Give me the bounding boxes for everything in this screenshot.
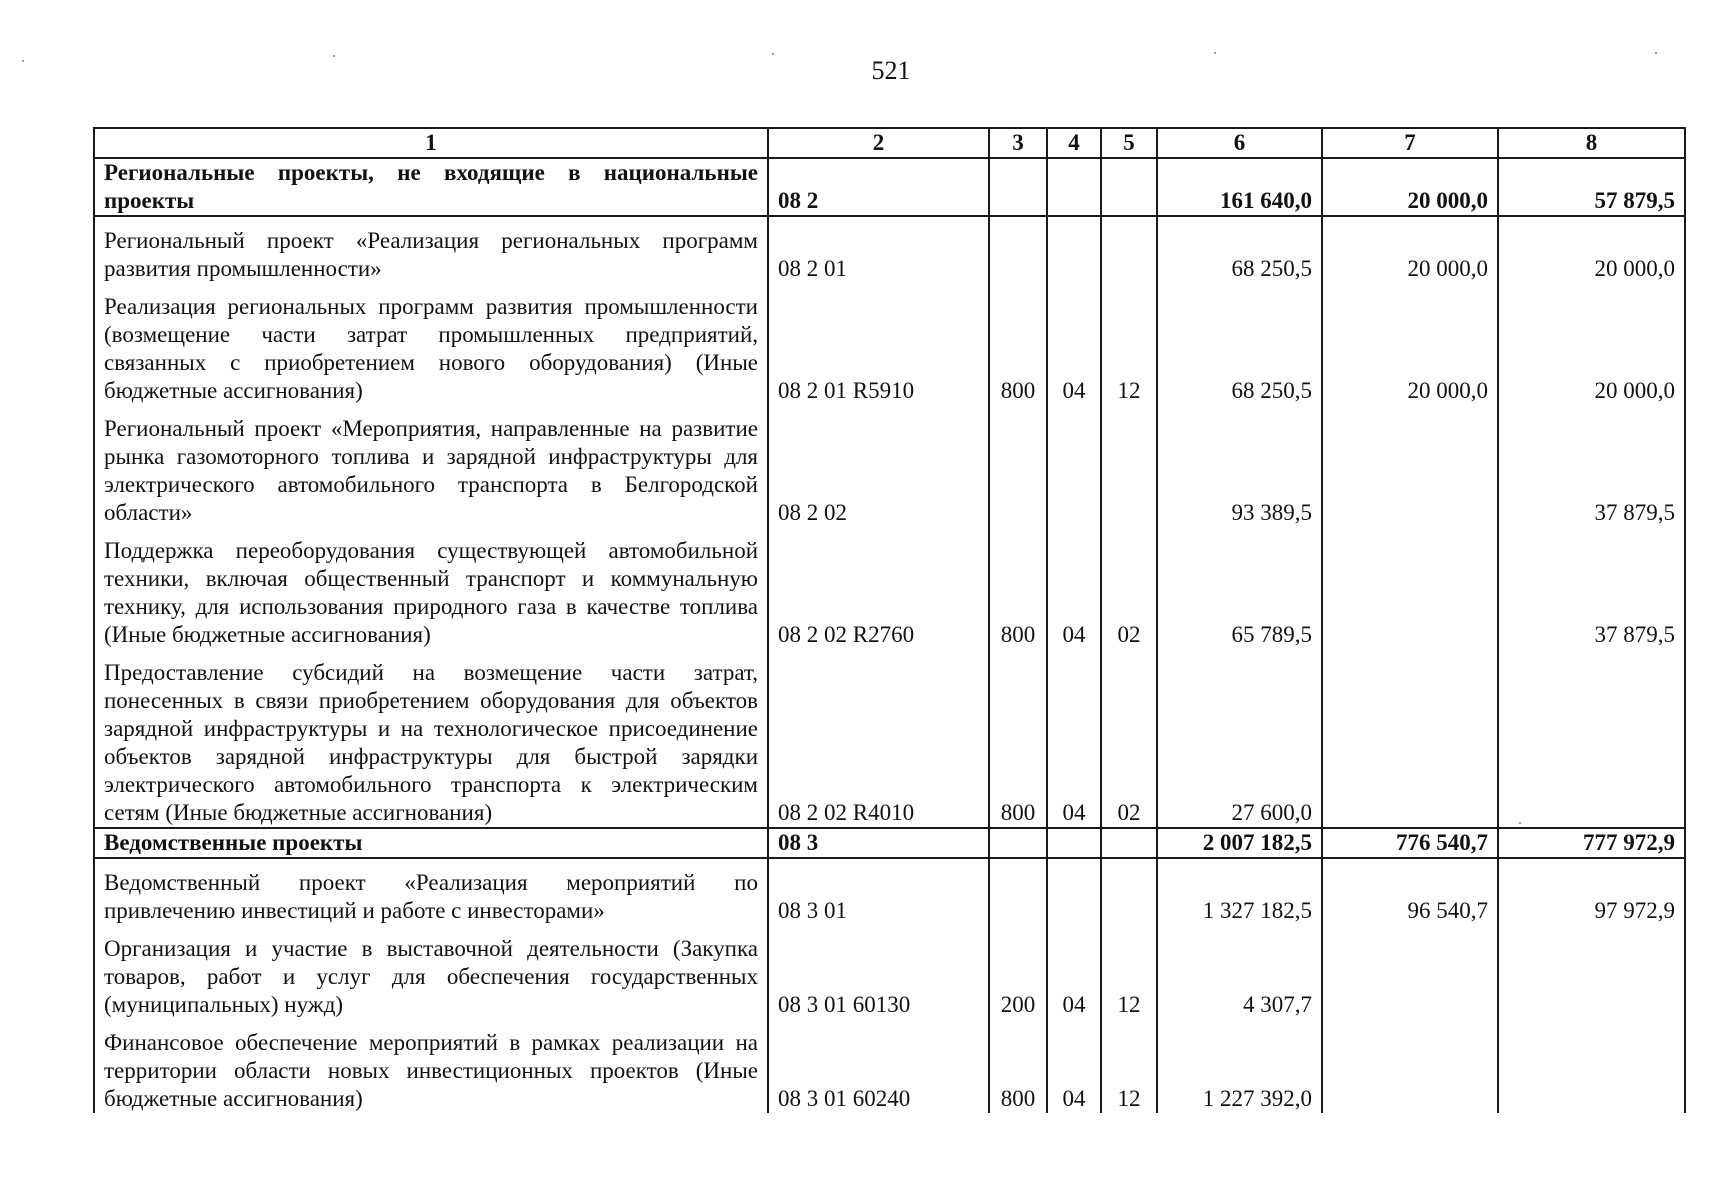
value-col8-cell: 37 879,5 bbox=[1498, 405, 1685, 527]
value-col6-cell: 68 250,5 bbox=[1157, 216, 1322, 283]
value-col7-cell bbox=[1322, 925, 1498, 1019]
code-cell: 08 3 01 bbox=[768, 858, 989, 925]
subsection-cell: 02 bbox=[1101, 527, 1157, 649]
header-cell-3: 3 bbox=[989, 128, 1047, 158]
value-col7-cell bbox=[1322, 649, 1498, 828]
scan-speck bbox=[22, 60, 24, 62]
budget-table bbox=[93, 127, 1686, 1113]
table-body bbox=[94, 128, 1685, 1113]
scan-speck bbox=[1214, 52, 1216, 54]
section-row bbox=[94, 828, 1685, 858]
name-cell: Региональный проект «Реализация региональных программ развития промышленности» bbox=[94, 216, 768, 283]
value-col6-cell: 1 327 182,5 bbox=[1157, 858, 1322, 925]
value-col8-cell bbox=[1498, 649, 1685, 828]
subsection-cell: 12 bbox=[1101, 283, 1157, 405]
header-row bbox=[94, 128, 1685, 158]
subsection-cell: 12 bbox=[1101, 925, 1157, 1019]
scan-speck bbox=[1519, 822, 1521, 824]
header-cell-5: 5 bbox=[1101, 128, 1157, 158]
section-cell: 04 bbox=[1047, 1019, 1101, 1113]
value-col7-cell: 776 540,7 bbox=[1322, 828, 1498, 858]
name-cell: Предоставление субсидий на возмещение части затрат, понесенных в связи приобретением оборудования для объектов зарядной инфраструктуры и на технологическое присоединение объектов зарядной инфраструктуры для быстрой зарядки электрического автомобильного транспорта к электрическим сетям (Иные бюджетные ассигнования) bbox=[94, 649, 768, 828]
code-cell: 08 2 02 bbox=[768, 405, 989, 527]
type-cell: 200 bbox=[989, 925, 1047, 1019]
header-cell-6: 6 bbox=[1157, 128, 1322, 158]
scan-speck bbox=[772, 53, 774, 55]
section-cell bbox=[1047, 216, 1101, 283]
value-col7-cell: 20 000,0 bbox=[1322, 283, 1498, 405]
section-cell bbox=[1047, 158, 1101, 216]
header-cell-4: 4 bbox=[1047, 128, 1101, 158]
value-col8-cell bbox=[1498, 1019, 1685, 1113]
section-cell bbox=[1047, 828, 1101, 858]
value-col7-cell bbox=[1322, 527, 1498, 649]
name-cell: Ведомственные проекты bbox=[94, 828, 768, 858]
section-cell: 04 bbox=[1047, 283, 1101, 405]
code-cell: 08 3 01 60130 bbox=[768, 925, 989, 1019]
table-row bbox=[94, 858, 1685, 925]
type-cell: 800 bbox=[989, 649, 1047, 828]
code-cell: 08 2 bbox=[768, 158, 989, 216]
code-cell: 08 2 01 R5910 bbox=[768, 283, 989, 405]
section-cell: 04 bbox=[1047, 527, 1101, 649]
table-row bbox=[94, 527, 1685, 649]
code-cell: 08 2 02 R2760 bbox=[768, 527, 989, 649]
subsection-cell bbox=[1101, 858, 1157, 925]
page-number: 521 bbox=[871, 56, 911, 85]
value-col6-cell: 1 227 392,0 bbox=[1157, 1019, 1322, 1113]
code-cell: 08 3 01 60240 bbox=[768, 1019, 989, 1113]
value-col6-cell: 2 007 182,5 bbox=[1157, 828, 1322, 858]
type-cell bbox=[989, 158, 1047, 216]
type-cell bbox=[989, 858, 1047, 925]
name-cell: Региональные проекты, не входящие в национальные проекты bbox=[94, 158, 768, 216]
table-row bbox=[94, 1019, 1685, 1113]
value-col6-cell: 27 600,0 bbox=[1157, 649, 1322, 828]
table-row bbox=[94, 649, 1685, 828]
name-cell: Ведомственный проект «Реализация мероприятий по привлечению инвестиций и работе с инвесторами» bbox=[94, 858, 768, 925]
table-row bbox=[94, 925, 1685, 1019]
table-row bbox=[94, 216, 1685, 283]
scan-speck bbox=[333, 55, 335, 57]
name-cell: Финансовое обеспечение мероприятий в рамках реализации на территории области новых инвестиционных проектов (Иные бюджетные ассигнования) bbox=[94, 1019, 768, 1113]
type-cell bbox=[989, 216, 1047, 283]
value-col8-cell: 777 972,9 bbox=[1498, 828, 1685, 858]
type-cell bbox=[989, 405, 1047, 527]
table-row bbox=[94, 283, 1685, 405]
value-col6-cell: 68 250,5 bbox=[1157, 283, 1322, 405]
subsection-cell: 02 bbox=[1101, 649, 1157, 828]
value-col8-cell: 57 879,5 bbox=[1498, 158, 1685, 216]
value-col8-cell: 20 000,0 bbox=[1498, 216, 1685, 283]
value-col7-cell: 20 000,0 bbox=[1322, 158, 1498, 216]
type-cell: 800 bbox=[989, 1019, 1047, 1113]
header-cell-1: 1 bbox=[94, 128, 768, 158]
subsection-cell: 12 bbox=[1101, 1019, 1157, 1113]
code-cell: 08 3 bbox=[768, 828, 989, 858]
value-col7-cell bbox=[1322, 1019, 1498, 1113]
header-cell-2: 2 bbox=[768, 128, 989, 158]
value-col6-cell: 93 389,5 bbox=[1157, 405, 1322, 527]
type-cell bbox=[989, 828, 1047, 858]
subsection-cell bbox=[1101, 216, 1157, 283]
value-col6-cell: 4 307,7 bbox=[1157, 925, 1322, 1019]
name-cell: Региональный проект «Мероприятия, направленные на развитие рынка газомоторного топлива и зарядной инфраструктуры для электрического автомобильного транспорта в Белгородской области» bbox=[94, 405, 768, 527]
header-cell-8: 8 bbox=[1498, 128, 1685, 158]
subsection-cell bbox=[1101, 158, 1157, 216]
value-col7-cell: 20 000,0 bbox=[1322, 216, 1498, 283]
name-cell: Поддержка переоборудования существующей автомобильной техники, включая общественный транспорт и коммунальную технику, для использования природного газа в качестве топлива (Иные бюджетные ассигнования) bbox=[94, 527, 768, 649]
section-cell bbox=[1047, 405, 1101, 527]
subsection-cell bbox=[1101, 828, 1157, 858]
value-col8-cell bbox=[1498, 925, 1685, 1019]
value-col6-cell: 161 640,0 bbox=[1157, 158, 1322, 216]
value-col8-cell: 37 879,5 bbox=[1498, 527, 1685, 649]
name-cell: Организация и участие в выставочной деятельности (Закупка товаров, работ и услуг для обеспечения государственных (муниципальных) нужд) bbox=[94, 925, 768, 1019]
table-row bbox=[94, 405, 1685, 527]
value-col7-cell: 96 540,7 bbox=[1322, 858, 1498, 925]
header-cell-7: 7 bbox=[1322, 128, 1498, 158]
code-cell: 08 2 01 bbox=[768, 216, 989, 283]
value-col8-cell: 20 000,0 bbox=[1498, 283, 1685, 405]
type-cell: 800 bbox=[989, 283, 1047, 405]
value-col7-cell bbox=[1322, 405, 1498, 527]
value-col6-cell: 65 789,5 bbox=[1157, 527, 1322, 649]
section-cell: 04 bbox=[1047, 649, 1101, 828]
name-cell: Реализация региональных программ развития промышленности (возмещение части затрат промышленных предприятий, связанных с приобретением нового оборудования) (Иные бюджетные ассигнования) bbox=[94, 283, 768, 405]
scan-speck bbox=[1655, 52, 1657, 54]
code-cell: 08 2 02 R4010 bbox=[768, 649, 989, 828]
value-col8-cell: 97 972,9 bbox=[1498, 858, 1685, 925]
section-cell: 04 bbox=[1047, 925, 1101, 1019]
type-cell: 800 bbox=[989, 527, 1047, 649]
section-row bbox=[94, 158, 1685, 216]
subsection-cell bbox=[1101, 405, 1157, 527]
section-cell bbox=[1047, 858, 1101, 925]
